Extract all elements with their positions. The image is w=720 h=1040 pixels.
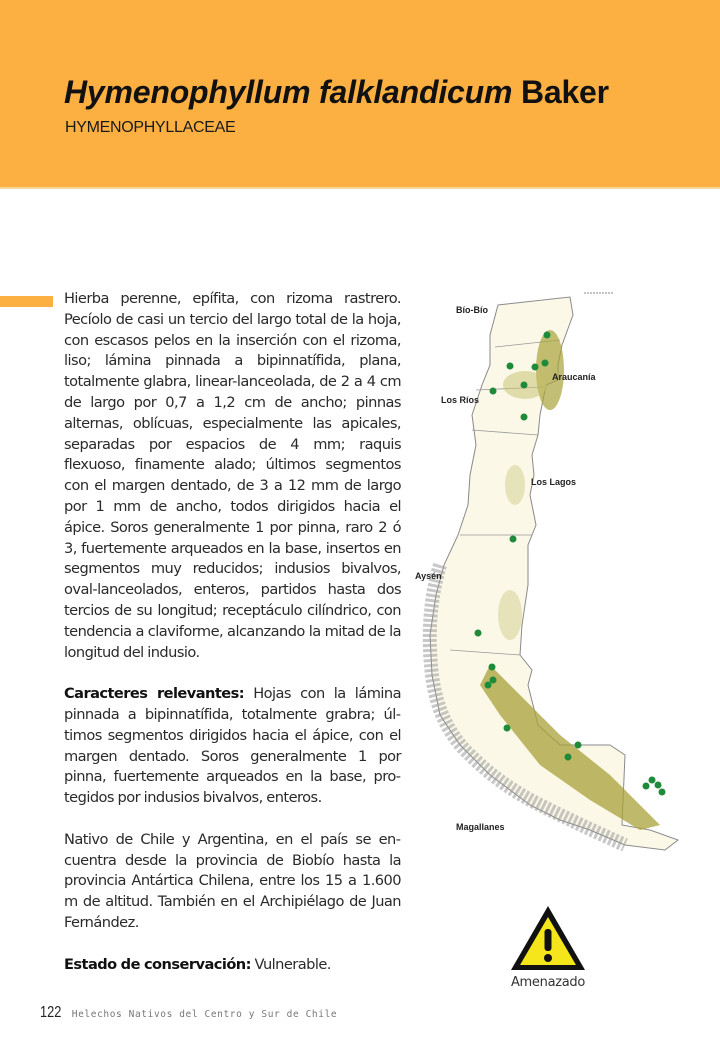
species-author: Baker <box>520 74 609 110</box>
relevant-characters-text: Hojas con la lámina pinnada a bipinnatífida, totalmente grabra; últimos segmentos dirigidos hacia el ápice, con el margen dentado. Soros generalmente 1 por pinna, fuertemente arqueados en la base, protegidos por indusios bivalvos, enteros. <box>64 685 401 807</box>
page-footer <box>40 1002 337 1022</box>
family-name: HYMENOPHYLLACEAE <box>65 119 236 136</box>
status-label: Amenazado <box>510 975 586 990</box>
conservation-paragraph <box>64 955 401 976</box>
distribution-paragraph: Nativo de Chile y Argentina, en el país se encuentra desde la provincia de Biobío hasta la provincia Antártica Chilena, entre los 15 a 1.600 m de altitud. También en el Archipiélago de Juan Fernández. <box>64 830 401 931</box>
status-badge <box>508 903 588 973</box>
warning-triangle-icon <box>508 903 588 973</box>
region-label: Aysén <box>415 571 442 581</box>
title-banner <box>0 0 720 189</box>
region-label: Los Lagos <box>531 477 577 487</box>
distribution-map <box>410 285 720 885</box>
accent-bar <box>0 296 53 307</box>
region-label: Bío-Bío <box>456 305 488 315</box>
book-title: Helechos Nativos del Centro y Sur de Chile <box>71 1009 338 1020</box>
region-label: Magallanes <box>456 822 505 832</box>
description-text <box>64 289 401 996</box>
conservation-label: Estado de conservación: <box>64 955 251 973</box>
species-name: Hymenophyllum falklandicum <box>64 74 513 110</box>
page-number: 122 <box>40 1004 62 1021</box>
region-label: Araucanía <box>552 372 596 382</box>
conservation-value: Vulnerable. <box>250 955 331 973</box>
relevant-characters-paragraph <box>64 684 401 809</box>
species-title <box>64 74 609 111</box>
relevant-characters-label: Caracteres relevantes: <box>64 685 245 703</box>
description-paragraph: Hierba perenne, epífita, con rizoma rastrero. Pecíolo de casi un tercio del largo total de la hoja, con escasos pelos en la inserción con el rizoma, liso; lámina pinnada a bipinnatífida, plana, totalmente glabra, linear-lanceolada, de 2 a 4 cm de largo por 0,7 a 1,2 cm de ancho; pinnas alternas, oblícuas, especialmente las apicales, separadas por espacios de 4 mm; raquis flexuoso, finamente alado; últimos segmentos con el margen dentado, de 3 a 12 mm de largo por 1 mm de ancho, todos dirigidos hacia el ápice. Soros generalmente 1 por pinna, raro 2 ó 3, fuertemente arqueados en la base, insertos en segmentos muy reducidos; indusios bivalvos, oval-lanceolados, enteros, partidos hasta dos tercios de su longitud; receptáculo cilíndrico, con tendencia a claviforme, alcanzando la mitad de la longitud del indusio. <box>64 290 401 661</box>
chile-map-icon <box>410 285 720 885</box>
region-label: Los Ríos <box>441 395 480 405</box>
